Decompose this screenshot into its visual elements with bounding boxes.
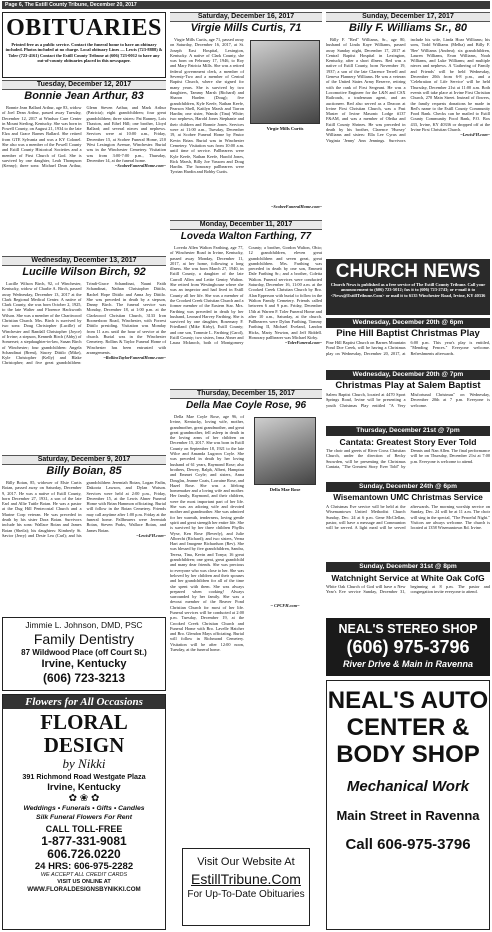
ad-subhead: Mechanical Work bbox=[346, 778, 470, 795]
obituary-loveda-farthing bbox=[170, 220, 322, 386]
event-title: Cantata: Greatest Story Ever Told bbox=[339, 437, 477, 447]
event-body: A Christmas Eve service will be held at the Wisemantown United Methodist Church Sunday, Dec. 24 at 6 p.m. Gene McClellan, pastor, will have a message and Communion will be served. A light meal will be served afterwards. The morning worship service on Sunday, Dec. 24 will be at 11 a.m. The choir will sing in the special, "The Peaceful Night." Visitors are always welcome. The church is located at 1358 Wisemantown Rd. Irvine. bbox=[326, 504, 490, 531]
event-date: Wednesday, December 20th @ 7pm bbox=[326, 370, 490, 380]
obituary-text-col1 bbox=[170, 413, 244, 653]
ad-line: Visit Our Website At bbox=[197, 856, 295, 868]
website-link[interactable]: EstillTribune.Com bbox=[191, 871, 301, 887]
ad-headline: Family Dentistry bbox=[33, 631, 135, 647]
obituary-date: Thursday, December 15, 2017 bbox=[170, 389, 322, 399]
obituary-name: Billy F. Williams Sr., 80 bbox=[349, 22, 467, 34]
church-event bbox=[326, 482, 490, 560]
ad-neals-auto-center bbox=[326, 680, 490, 930]
ad-phone: Call 606-975-3796 bbox=[345, 836, 471, 853]
obituary-name: Bonnie Jean Arthur, 83 bbox=[24, 90, 144, 102]
obituary-date: Sunday, December 17, 2017 bbox=[326, 12, 490, 22]
obituary-date: Wednesday, December 13, 2017 bbox=[2, 256, 166, 266]
obituary-name: Loveda Walton Farthing, 77 bbox=[180, 231, 312, 242]
obituaries-banner bbox=[2, 12, 166, 78]
event-title: Wisemantown UMC Christmas Service bbox=[333, 493, 483, 502]
obituary-body: Della Mae Coyle Rose, age 96, of Irvine, Kentucky, loving wife, mother, grandmother, great grandmother, and great great grandmother, fell asleep in death in the loving arms of her children on December 15, 2017. She was born in Estill County on September 18, 1921 to the late Wilce and Amanda Lugrron Coyle. She was preceded in death by her loving husband of 61 years, Raymond Rose; also brothers, Dewey, Ralph, Albert, Hampton and Emmet Coyle; and sisters, Anna Douglas, Jeanne Coats, Lorraine Rose, and Hazel Rose. She was a lifelong homemaker and a loving wife and mother. Her family, Raymond, and their children, were the most important part of her life. She was an adoring wife and devoted mother and grandmother. She was admired for her warmth, tenderness, loving gentle spirit and great strength her entire life. She is survived by her three children Phyllis Wyse, Ken Rose (Beverly), and Julie Albrecht (Richard); and two sisters, Verna Hart and Imogene Richardson (Rev). She was blessed by five grandchildren, Sandra, Teresa, Tina, Kevin and Tonya; 16 great grandchildren; one great, great grandchild and many dear friends. She was precious to everyone who was close to her. She was beloved by her children and their spouses and her grandchildren for all of the time she spent with them. She was always prepared when cooking! Always surrounded by her family. She was a devout member of the Beaver Pond Christian Church for most of her life. Funeral services will be conducted at 2:00 p.m. Tuesday, December 19, at the Crooked Creek Christian Church and Funeral Home with Bro. Lavelle Hatcher and Bro. Glendon Mays officiating. Burial will follow in Richmond Cemetery. Visitation will be after 12:00 noon, Tuesday, at the funeral home. bbox=[170, 414, 244, 653]
ad-tollfree-number: 1-877-331-9081 bbox=[41, 834, 127, 848]
obituary-date: Saturday, December 9, 2017 bbox=[2, 455, 166, 465]
obituary-date: Saturday, December 16, 2017 bbox=[170, 12, 322, 22]
obituary-source: ~RollinsTaylorFuneralHome.com~ bbox=[103, 355, 166, 361]
page-folio: Page 6, The Estill County Tribune, December 20, 2017 bbox=[2, 1, 490, 9]
obituary-text bbox=[2, 104, 166, 244]
church-news-title: CHURCH NEWS bbox=[335, 261, 481, 282]
church-event bbox=[326, 426, 490, 480]
event-date: Sunday, December 24th @ 6pm bbox=[326, 482, 490, 492]
event-body: The choir and greets of River Cross Christian Church, under the direction of Becky Snowden, will be presenting the Christmas Cantata, "The Greatest Story Ever Told" by Dennis and Nan Allen. The final performance will be on Thursday, December 21st at 7:00 p.m. Everyone is welcome to attend. bbox=[326, 448, 490, 469]
ad-phone: 606.726.0220 bbox=[47, 847, 121, 861]
obituary-source: ~ScobeeFuneralHome.com~ bbox=[270, 204, 322, 209]
obituary-text bbox=[170, 36, 244, 213]
obituary-text bbox=[326, 36, 490, 254]
obituary-billy-williams bbox=[326, 12, 490, 256]
obituary-name: Virgie Mills Curtis, 71 bbox=[190, 22, 302, 34]
ad-location: Main Street in Ravenna bbox=[336, 808, 480, 823]
obituary-name: Lucille Wilson Birch, 92 bbox=[22, 266, 146, 278]
ad-headline: NEAL'S STEREO SHOP bbox=[338, 622, 478, 636]
ad-byline: by Nikki bbox=[62, 756, 106, 771]
ad-tagline: Weddings • Funerals • Gifts • Candles bbox=[23, 805, 145, 812]
obituary-body: Lucille Wilson Birch, 92, of Winchester, Kentucky, widow of Charlie A. Birch, passed away Wednesday, December 13, 2017 at the Clark Regional Medical Center. A native of Clark County, she was born October 2, 1925, to the late Walter and Florence Hackworth Wilson. She was a member of the Charitwood Christian Church. Mrs. Birch is survived by two sons: Doug Christopher (Lucille) of Winchester and Randall Christopher (Joyce) of Irvine; a stepson, Kenneth Birch (Abby) of Somerset; a stepdaughter-in-law, Susan Birch of Winchester; four grandchildren: Angela Schandinat (Brent), Stacey Dittilo (Mike), Kyle Christopher (Kelly) and Blake Christopher; and five great grandchildren: Trindi-Grace Schandinat, Nauni Faith Schandinat, Nathan Christopher Dittilo, Rachel Hope Dittilo and Anna Joy Dittilo. She was preceded in death by a stepson, Danny Birch. The funeral service was Monday, December 18, at 1:00 p.m. at the Clarkwood Christian Church, 3133 Iron Boonesboro Road, Winchester, with Forrest Dittilo presiding. Visitation was Monday from 11 a.m. until the hour of service at the church. Burial was in the Winchester Cemetery. Rollins & Taylor Funeral Home of Winchester has been entrusted with arrangements. bbox=[2, 281, 166, 366]
photo-caption: Virgie Mills Curtis bbox=[266, 126, 304, 131]
event-title: Watchnight Service at White Oak CofG bbox=[331, 573, 485, 583]
ad-line: For Up-To-Date Obituaries bbox=[187, 889, 305, 900]
event-body: Pine Hill Baptist Church on Barnes Mountain Pond Doe Creek, will be having a Christmas play on Wednesday, December 20, 2017, at 6:00 p.m. This year's play is entitled, "Mending Fences." Everyone welcome. Refreshments afterwards. bbox=[326, 340, 490, 356]
obituary-source: ~ScobeeFuneralHome.com~ bbox=[114, 163, 166, 169]
ad-headline: BODY SHOP bbox=[336, 741, 480, 768]
ad-line: Jimmie L. Johnson, DMD, PSC bbox=[25, 620, 143, 630]
ad-city: Irvine, Kentucky bbox=[41, 658, 127, 670]
ad-tollfree-label: CALL TOLL-FREE bbox=[45, 824, 123, 834]
ad-website: WWW.FLORALDESIGNSBYNIKKI.COM bbox=[27, 886, 141, 893]
ad-neals-stereo-shop bbox=[326, 618, 490, 676]
obituary-date: Tuesday, December 12, 2017 bbox=[2, 80, 166, 90]
ad-jimmie-johnson-dentistry bbox=[2, 617, 166, 691]
obituary-text bbox=[2, 479, 166, 607]
obituary-body: Loveda Allen Walton Farthing, age 77, of Winchester Road in Irvine, Kentucky, passed away Monday, December 11, 2017, at her home, following a long illness. She was born March 27, 1940, in Estill County, a daughter of the late Carroll Allen and Lettie Gentry Walton. She retired from Westinghouse where she was an inspector and had lived in Estill County all her life. She was a member of the Crooked Creek Christian Church and a former member of the Eastern Star. Mrs. Farthing was preceded in death by her husband, Leonard Harvey Farthing. She is survived by one daughter, Rosemary F. Friedland (Mike Kirby), Estill County; and one son, Tommie L. Farthing (Carol), Estill County; two sisters, Irma Abner and Laura Mcknoch, both of Montgomery County; a brother, Gordon Walton, Ohio; 12 grandchildren, eleven great grandchildren and seven great, great grandchildren. Mrs. Farthing was preceded in death by one son, Emmett Dale Farthing Sr.; and a brother, Coletta Walton. Funeral services were conducted Saturday, December 16, 11:00 a.m. at the Crooked Creek Christian Church by Bro. Alan Epperson with burial to follow in the Walton Family Cemetery. Friends called between 6 and 9 p.m. Friday, December 15th at Warren F. Toler Funeral Home and after 10 a.m., Saturday, at the church. Pallbearers were Dylan Farthing, Tommy Farthing II, Michael Eveland, Landon Hicks, Marty Newton, and Jeff Riddell. Honorary pallbearer was Michael Kirby. bbox=[170, 245, 322, 346]
portrait-photo bbox=[254, 417, 316, 485]
church-news-banner bbox=[326, 259, 490, 315]
portrait-photo bbox=[250, 40, 320, 124]
obituary-text bbox=[2, 280, 166, 446]
event-title: Christmas Play at Salem Baptist bbox=[335, 380, 481, 391]
ad-line: River Drive & Main in Ravenna bbox=[342, 659, 474, 669]
obituary-della-rose bbox=[170, 389, 322, 653]
obituary-body: Billy Boian, 85, widower of Elsie Curtis Boian, passed away on Saturday, December 9, 2017. He was a native of Estill County, born December 27, 1931, a son of the late Earl and Allie Tuttle Boian. He was a pastor at the Dug Hill Pentecostal Church and a Marine Corp veteran. He was preceded in death by his sister Dora Boian. Survivors include his sons: Wallace Boian and James Boian (Sheila); his daughters: Kimberly St. Savior (Jerry) and Desie Lea (Carl); and his grandchildren Jeremiah Boian, Logan Fadin, Dakoota Lawson, and Dylan Watson. Services were held at 2:00 p.m., Friday, December 15, at the Lewis Abner Funeral Home with Brian Hammon officiating. Burial will follow in the Boian Cemetery. Friends may call anytime after 1:00 p.m. Friday at the funeral home. Pallbearers were Jeremiah Boian, Steven Parks, Wallace Boian, and James Boian. bbox=[2, 480, 166, 538]
obituary-bonnie-arthur bbox=[2, 80, 166, 253]
ad-visit: VISIT US ONLINE AT bbox=[57, 879, 111, 885]
event-date: Wednesday, December 20th @ 6pm bbox=[326, 318, 490, 328]
church-event bbox=[326, 370, 490, 424]
obituary-body: Billy F. "Red" Williams, Sr., age 80, husband of Linda Kaye Williams, passed away Sunday night, December 17, 2017 at Central Baptist Hospital in Lexington, Kentucky, after a short illness. Red was a native of Estill County, born November 19, 1937; a son of the late Clarence Terrell and Geneva Flannery Williams. He was a veteran of the United States Army Reserve, retiring with the rank of First Sergeant. He was a Locomotive Engineer for the L&N and CSX Railroads, a tradesman agent, and an auctioneer. Red also served as a Deacon at Irvine First Christian Church, was a Past Master of Irvine Masonic Lodge #137 F&AM, and was a member of Oleika and Estill County Shrines. He was preceded in death by his brother, Clarence 'Hursey' Williams and sisters: Ella Lee Cyrus and Virginia 'Jenny' Ann Jennings. Survivors include his wife, Linda Hoar Williams; his sons, Todd Williams (Melba) and Billy F. 'Bee' Williams (Andrea); six grandchildren, Lauren Williams, Evan Williams, Noah Williams, and Luke Williams; and multiple nieces and nephews. A 'Gathering of Family and Friends' will be held Wednesday, December 20th from 6-8 p.m., and a 'Celebration of Life Service' will be held Thursday, December 21st at 11:00 a.m. Both events will take place at Irvine First Christian Church, 270 Main Street. Instead of flowers, the family requests donations be made in Red's name to the Estill County Community Food Bank. Checks can be mailed to Estill County Community Food Bank, P.O. Box 433, Irvine, KY 40336 or dropped off at the Irvine First Christian Church. bbox=[326, 37, 490, 143]
photo-caption: Della Mae Rose bbox=[269, 487, 301, 492]
event-body: Salem Baptist Church, located at 4470 Sport Springs Road, Irvine will be presenting a youth Christmas Play entitled "A Very Misfortunal Christmas" on Wednesday, December 20th at 7 p.m. Everyone is welcome. bbox=[326, 392, 490, 408]
flower-icon: ✿ ❀ ✿ bbox=[68, 793, 100, 804]
event-date: Thursday, December 21st @ 7pm bbox=[326, 426, 490, 436]
obituary-source: ~ CPCFH.com~ bbox=[270, 603, 300, 608]
ad-headline: CENTER & bbox=[346, 714, 470, 741]
obituary-date: Monday, December 11, 2017 bbox=[170, 220, 322, 230]
ad-banner: Flowers for All Occasions bbox=[3, 695, 165, 709]
obituary-body: Virgie Mills Curtis, age 71, passed away on Saturday, December 16, 2017, at St. Joseph East Hospital, Lexington, Kentucky. A native of Clark County, she was born on February 17, 1946, to Roy and Mary Patricia Mills. She was a retired federal government clerk, a member of Seventy-Two and a member of Central Baptist Church, where she signed for many years. She is survived by two daughters, Tammy Marsh (Richard) and Sharon Harden (Doug); five grandchildren, Kyle Keefe, Nathan Keefe, Pearson Shell, Kaitlyn Marsh and Tarron Hardin; one sister, Wanda (Tina) White; two nephews, Harold Jones Stephanie and their children and Ronnie Jones. Services were at 11:00 a.m., Tuesday, December 19, at Scobee Funeral Home by Pastor Kevin Brian. Burial was in Winchester Cemetery. Visitation was from 10:00 a.m. until time of service. Pallbearers were Kyle Keefe, Nathan Keefe, Harold Jones, Rick Marsh, Billy Joe Vassom and Doug Hardin. The honorary pallbearers were Tyrrian Hardin and Bobby Curtis. bbox=[170, 37, 244, 175]
ad-cards: WE ACCEPT ALL CREDIT CARDS bbox=[40, 872, 128, 878]
ad-phone: (606) 723-3213 bbox=[42, 671, 126, 685]
ad-address: 391 Richmond Road Westgate Plaza bbox=[22, 772, 146, 781]
obituary-source: ~LewisFH.com~ bbox=[460, 132, 490, 138]
ad-tagline: Silk Funeral Flowers For Rent bbox=[36, 814, 132, 821]
event-title: Pine Hill Baptist Christmas Play bbox=[336, 328, 480, 339]
event-date: Sunday, December 31st @ 8pm bbox=[326, 562, 490, 572]
obituaries-title: OBITUARIES bbox=[6, 15, 162, 41]
church-news-notice: Church News is published as a free service of The Estill County Tribune. Call your announcement to (606) 723-5012; fax it to (606) 723-2743; or e-mail it to <News@EstillTribune.Com> or mail it to 6135 Winchester Road, Irvine, KY 40336 bbox=[330, 282, 486, 298]
obituary-virgie-curtis bbox=[170, 12, 322, 217]
obituary-lucille-birch bbox=[2, 256, 166, 452]
obituary-source: ~TolerFuneral.com~ bbox=[284, 340, 322, 346]
ad-floral-design-by-nikki bbox=[2, 694, 166, 930]
obituary-name: Billy Boian, 85 bbox=[46, 465, 122, 477]
ad-headline: NEAL'S AUTO bbox=[327, 687, 489, 714]
event-body: White Oak Church of God will have a New Year's Eve service Sunday, December 31, beginning at 8 p.m. The pastor and congregation invite everyone to attend. bbox=[326, 584, 490, 595]
obituary-billy-boian bbox=[2, 455, 166, 613]
ad-address: 87 Wildwood Place (off Court St.) bbox=[21, 648, 147, 657]
ad-estill-tribune-website bbox=[182, 848, 310, 926]
ad-hours: 24 HRS: 606-975-2282 bbox=[34, 861, 134, 872]
obituary-body: Bonnie Jean Ballard Arthur, age 83, widow of Joel Dean Arthur, passed away Tuesday, December 12, 2017 at Windsor Care Center in Mount Sterling, Kentucky. She was born in Powell County, on August 21, 1934 to the late Elza and Grace Barnes Ballard. She retired from GTE Sylvania and was a KY Colonel. She also was a member of the Powell County and Estill County Historical Societies and a member of First Church of God. She is survived by one daughter, Leah Thompson (Kenny); three sons: Michael Dean Arthur, Glenn Steven Arthur, and Mark Arthur (Patricia); eight grandchildren; four great grandchildren; three sisters: Pat Ranney, Lois Thaxton, and Ethel Hill; one brother, Lloyd Ballard; and several nieces and nephews. Services were at 10:00 a.m., Friday, December 15, at Scobee Funeral Home, 210 West Lexington Avenue, Winchester. Burial was in the Winchester Cemetery. Visitation was from 3:00-7:00 p.m., Thursday, December 14, at the funeral home. bbox=[2, 105, 166, 169]
obituary-text bbox=[170, 244, 322, 384]
obituary-source: ~LewisFH.com~ bbox=[136, 532, 166, 538]
church-event bbox=[326, 562, 490, 614]
ad-city: Irvine, Kentucky bbox=[47, 782, 121, 793]
ad-phone: (606) 975-3796 bbox=[346, 637, 470, 657]
obituaries-notice: Printed free as a public service. Contact the funeral home to have an obituary included. Photos included at no charge. Local obituary Lines — Lewis (723-8888) & Toler (723-4161) Contact the Estill County Tribune at (606) 723-0012 to have any out-of-county obituaries placed in this newspaper. bbox=[5, 42, 163, 64]
ad-headline: FLORAL DESIGN bbox=[40, 710, 128, 757]
church-event bbox=[326, 318, 490, 368]
obituary-name: Della Mae Coyle Rose, 96 bbox=[185, 400, 307, 411]
